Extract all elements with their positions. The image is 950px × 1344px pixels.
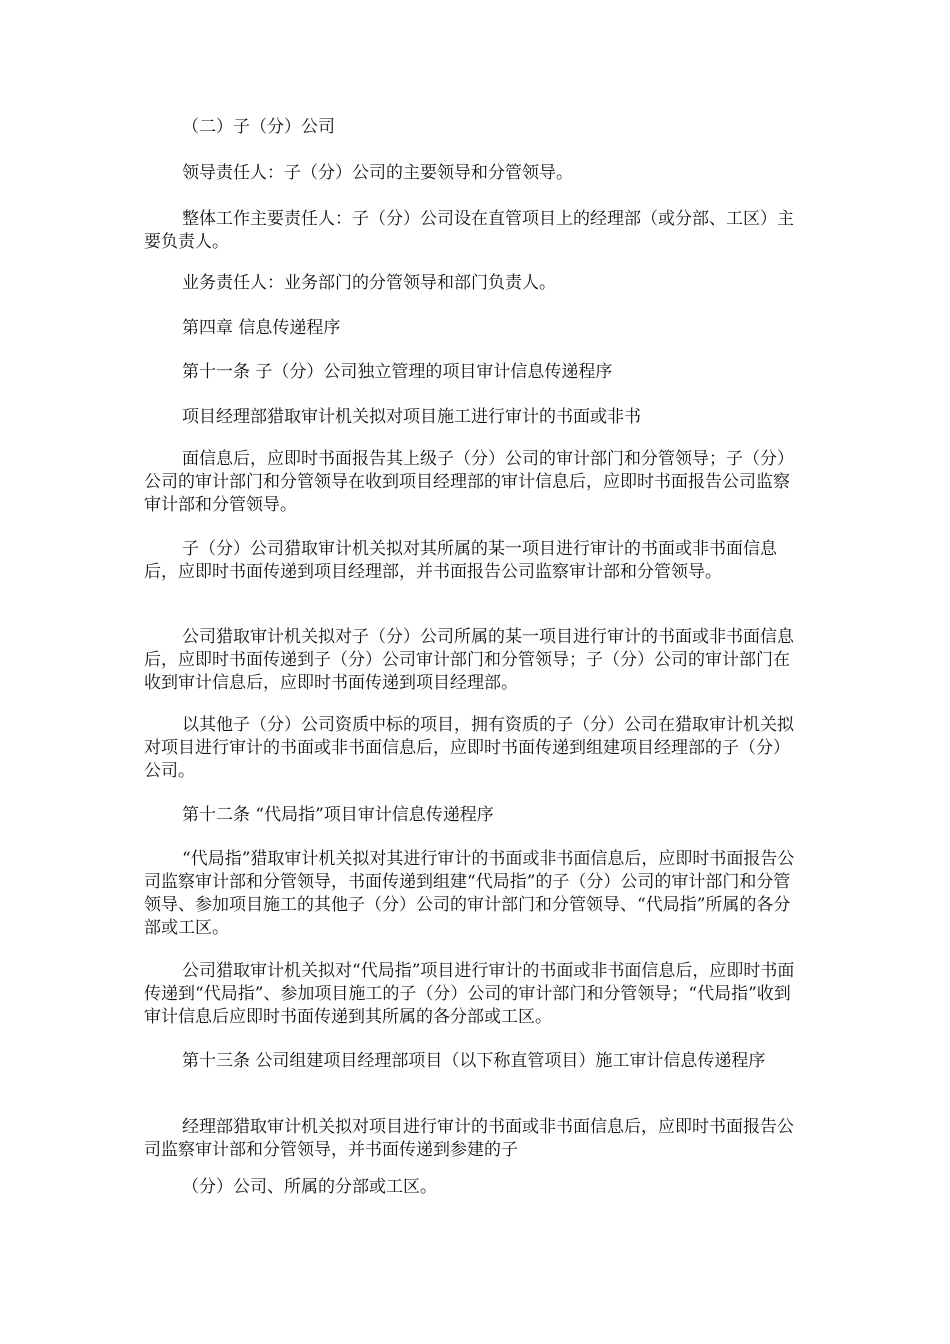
article-13-heading: 第十三条 公司组建项目经理部项目（以下称直管项目）施工审计信息传递程序 (182, 1051, 766, 1071)
paragraph-article-11-continued: 面信息后，应即时书面报告其上级子（分）公司的审计部门和分管领导；子（分）公司的审计部门和分管领导在收到项目经理部的审计信息后，应即时书面报告公司监察审计部和分管领导。 (144, 449, 794, 515)
article-12-heading: 第十二条 “代局指”项目审计信息传递程序 (182, 805, 494, 825)
article-11-heading: 第十一条 子（分）公司独立管理的项目审计信息传递程序 (182, 362, 613, 382)
paragraph-company-daijuzhi: 公司猎取审计机关拟对“代局指”项目进行审计的书面或非书面信息后，应即时书面传递到“代局指”、参加项目施工的子（分）公司的审计部门和分管领导；“代局指”收到审计信息后应即时书面传递到其所属的各分部或工区。 (144, 961, 795, 1027)
paragraph-direct-project: 经理部猎取审计机关拟对项目进行审计的书面或非书面信息后，应即时书面报告公司监察审计部和分管领导，并书面传递到参建的子 (144, 1117, 794, 1160)
paragraph-article-11-intro: 项目经理部猎取审计机关拟对项目施工进行审计的书面或非书 (182, 407, 641, 427)
paragraph-daijuzhi-audit: “代局指”猎取审计机关拟对其进行审计的书面或非书面信息后，应即时书面报告公司监察审计部和分管领导，书面传递到组建“代局指”的子（分）公司的审计部门和分管领导、参加项目施工的其他子（分）公司的审计部门和分管领导、“代局指”所属的各分部或工区。 (144, 849, 795, 938)
paragraph-company-audit: 公司猎取审计机关拟对子（分）公司所属的某一项目进行审计的书面或非书面信息后，应即时书面传递到子（分）公司审计部门和分管领导；子（分）公司的审计部门在收到审计信息后，应即时书面传递到项目经理部。 (144, 627, 794, 693)
section-heading-subsidiary: （二）子（分）公司 (182, 117, 335, 137)
paragraph-leading-responsible: 领导责任人：子（分）公司的主要领导和分管领导。 (182, 163, 573, 183)
paragraph-business-responsible: 业务责任人：业务部门的分管领导和部门负责人。 (182, 273, 556, 293)
paragraph-overall-responsible: 整体工作主要责任人：子（分）公司设在直管项目上的经理部（或分部、工区）主要负责人。 (144, 209, 794, 252)
paragraph-direct-project-end: （分）公司、所属的分部或工区。 (182, 1177, 437, 1197)
paragraph-qualification-project: 以其他子（分）公司资质中标的项目，拥有资质的子（分）公司在猎取审计机关拟对项目进行审计的书面或非书面信息后，应即时书面传递到组建项目经理部的子（分）公司。 (144, 715, 794, 781)
chapter-heading-4: 第四章 信息传递程序 (182, 318, 341, 338)
paragraph-subsidiary-audit: 子（分）公司猎取审计机关拟对其所属的某一项目进行审计的书面或非书面信息后，应即时书面传递到项目经理部，并书面报告公司监察审计部和分管领导。 (144, 539, 777, 582)
